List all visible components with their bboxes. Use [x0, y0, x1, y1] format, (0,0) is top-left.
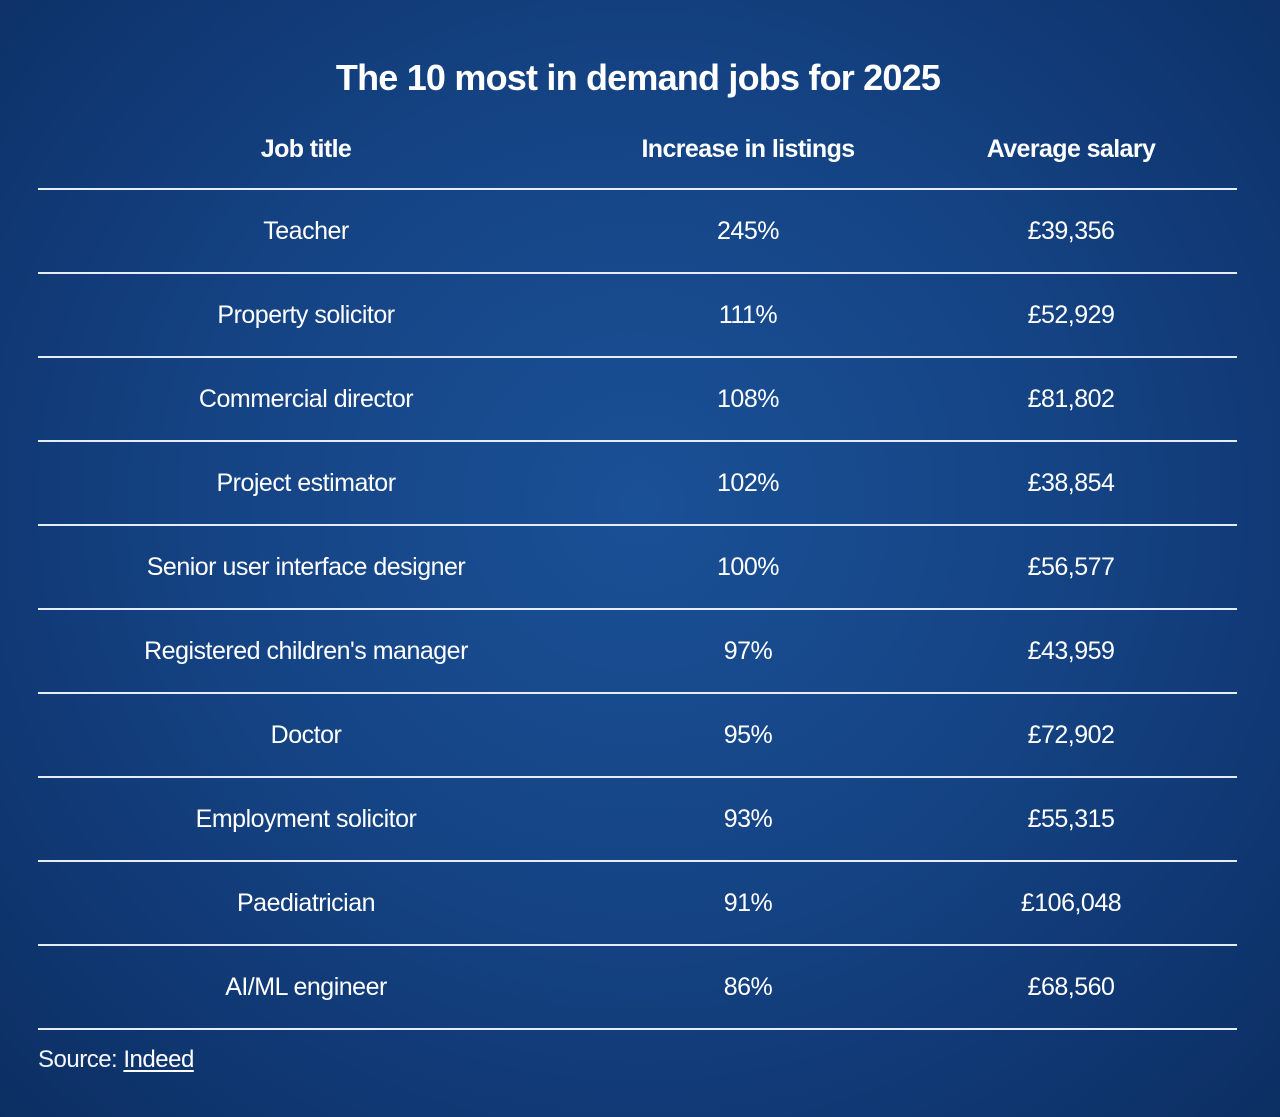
cell-job-title: Commercial director: [198, 384, 414, 413]
cell-job-title: Project estimator: [216, 468, 396, 497]
cell-salary: £106,048: [1020, 888, 1122, 917]
table-body: [38, 190, 1237, 1030]
source-label: Source:: [38, 1046, 118, 1073]
cell-job-title: Employment solicitor: [195, 804, 417, 833]
cell-increase: 86%: [723, 972, 773, 1001]
cell-increase: 93%: [723, 804, 773, 833]
cell-job-title: Doctor: [270, 720, 342, 749]
cell-increase: 95%: [723, 720, 773, 749]
page-title: The 10 most in demand jobs for 2025: [335, 57, 941, 98]
table-row: [38, 778, 1237, 862]
table-row: [38, 358, 1237, 442]
cell-increase: 245%: [717, 216, 779, 245]
cell-salary: £38,854: [1027, 468, 1115, 497]
cell-job-title: Teacher: [263, 216, 349, 245]
table-row: [38, 862, 1237, 946]
table-row: [38, 526, 1237, 610]
cell-increase: 102%: [717, 468, 779, 497]
cell-increase: 100%: [717, 552, 779, 581]
table-row: [38, 190, 1237, 274]
source-link[interactable]: Indeed: [123, 1046, 194, 1073]
table-row: [38, 610, 1237, 694]
cell-job-title: Paediatrician: [236, 888, 376, 917]
jobs-table: [38, 118, 1237, 1030]
table-row: [38, 946, 1237, 1030]
table-row: [38, 694, 1237, 778]
header-increase-in-listings: Increase in listings: [641, 134, 855, 163]
cell-salary: £56,577: [1027, 552, 1115, 581]
cell-salary: £81,802: [1027, 384, 1115, 413]
cell-job-title: Senior user interface designer: [146, 552, 466, 581]
cell-increase: 97%: [723, 636, 773, 665]
cell-salary: £55,315: [1027, 804, 1115, 833]
cell-increase: 91%: [723, 888, 773, 917]
header-job-title: Job title: [260, 134, 352, 163]
cell-job-title: AI/ML engineer: [225, 972, 387, 1001]
header-average-salary: Average salary: [986, 134, 1156, 163]
cell-salary: £43,959: [1027, 636, 1115, 665]
source-note: [38, 1046, 194, 1074]
cell-salary: £72,902: [1027, 720, 1115, 749]
table-row: [38, 442, 1237, 526]
table-row: [38, 274, 1237, 358]
cell-salary: £39,356: [1027, 216, 1115, 245]
cell-job-title: Property solicitor: [217, 300, 395, 329]
cell-increase: 108%: [717, 384, 779, 413]
cell-increase: 111%: [718, 300, 778, 329]
cell-salary: £52,929: [1027, 300, 1115, 329]
table-header-row: [38, 118, 1237, 190]
cell-salary: £68,560: [1027, 972, 1115, 1001]
cell-job-title: Registered children's manager: [144, 636, 468, 665]
